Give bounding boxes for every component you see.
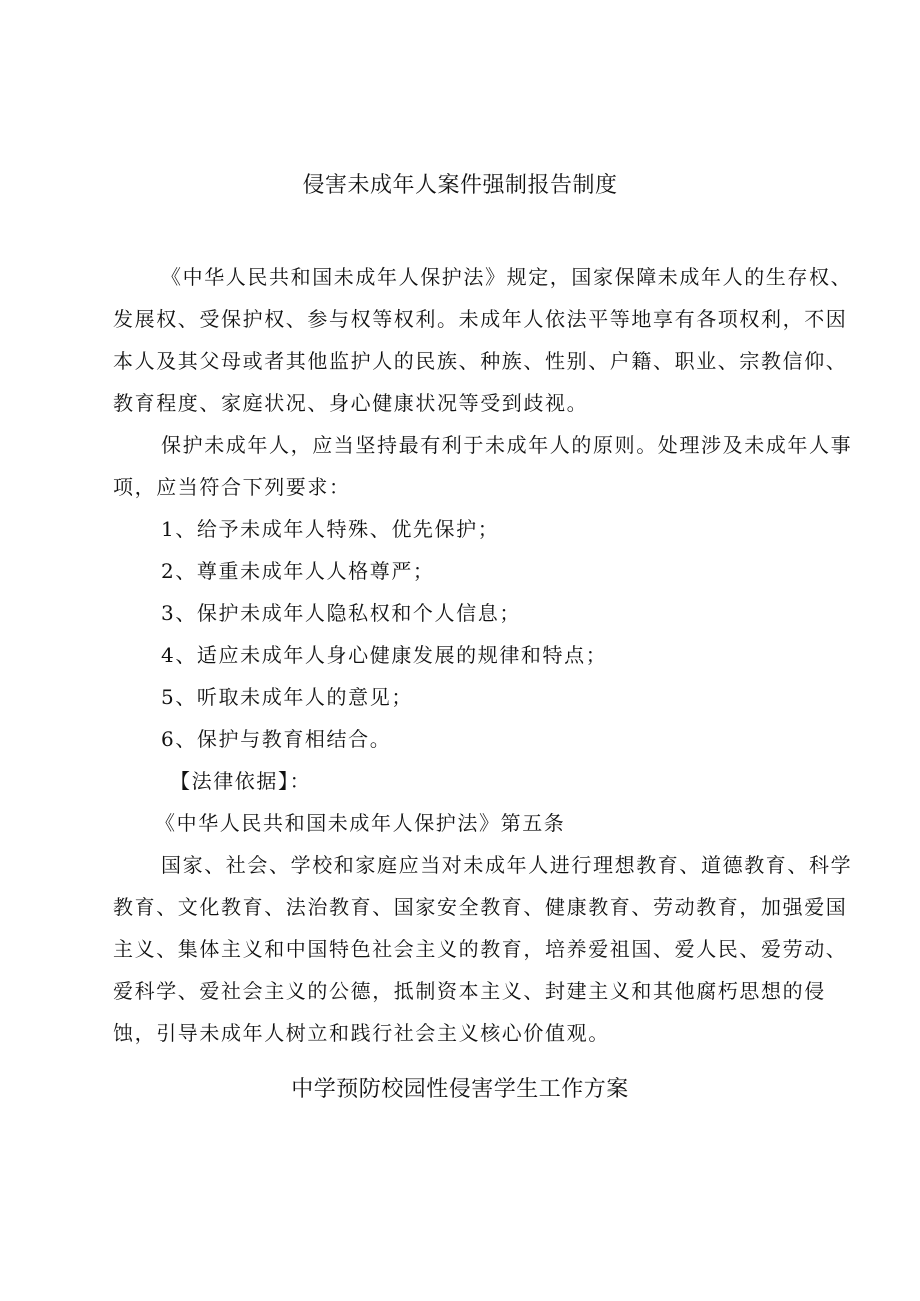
legal-basis-article-text: 国家、社会、学校和家庭应当对未成年人进行理想教育、道德教育、科学教育、文化教育、法治教育、国家安全教育、健康教育、劳动教育，加强爱国主义、集体主义和中国特色社会主义的教育，培养爱祖国、爱人民、爱劳动、爱科学、爱社会主义的公德，抵制资本主义、封建主义和其他腐朽思想的侵蚀，引导未成年人树立和践行社会主义核心价值观。 (113, 853, 853, 1045)
requirement-item-3: 3、保护未成年人隐私权和个人信息； (161, 601, 521, 625)
next-document-title: 中学预防校园性侵害学生工作方案 (291, 1077, 629, 1102)
requirement-item-4: 4、适应未成年人身心健康发展的规律和特点； (161, 643, 608, 667)
paragraph-rights: 《中华人民共和国未成年人保护法》规定，国家保障未成年人的生存权、发展权、受保护权、参与权等权利。未成年人依法平等地享有各项权利，不因本人及其父母或者其他监护人的民族、种族、性别、户籍、职业、宗教信仰、教育程度、家庭状况、身心健康状况等受到歧视。 (113, 265, 853, 415)
requirement-item-6: 6、保护与教育相结合。 (161, 727, 392, 751)
requirement-item-1: 1、给予未成年人特殊、优先保护； (161, 517, 500, 541)
requirement-item-2: 2、尊重未成年人人格尊严； (161, 559, 435, 583)
document-title: 侵害未成年人案件强制报告制度 (302, 173, 618, 198)
legal-basis-label: 【法律依据】： (170, 769, 312, 793)
paragraph-principle: 保护未成年人，应当坚持最有利于未成年人的原则。处理涉及未成年人事项，应当符合下列要求： (113, 433, 853, 499)
legal-basis-source: 《中华人民共和国未成年人保护法》第五条 (155, 811, 566, 835)
requirement-item-5: 5、听取未成年人的意见； (161, 685, 413, 709)
